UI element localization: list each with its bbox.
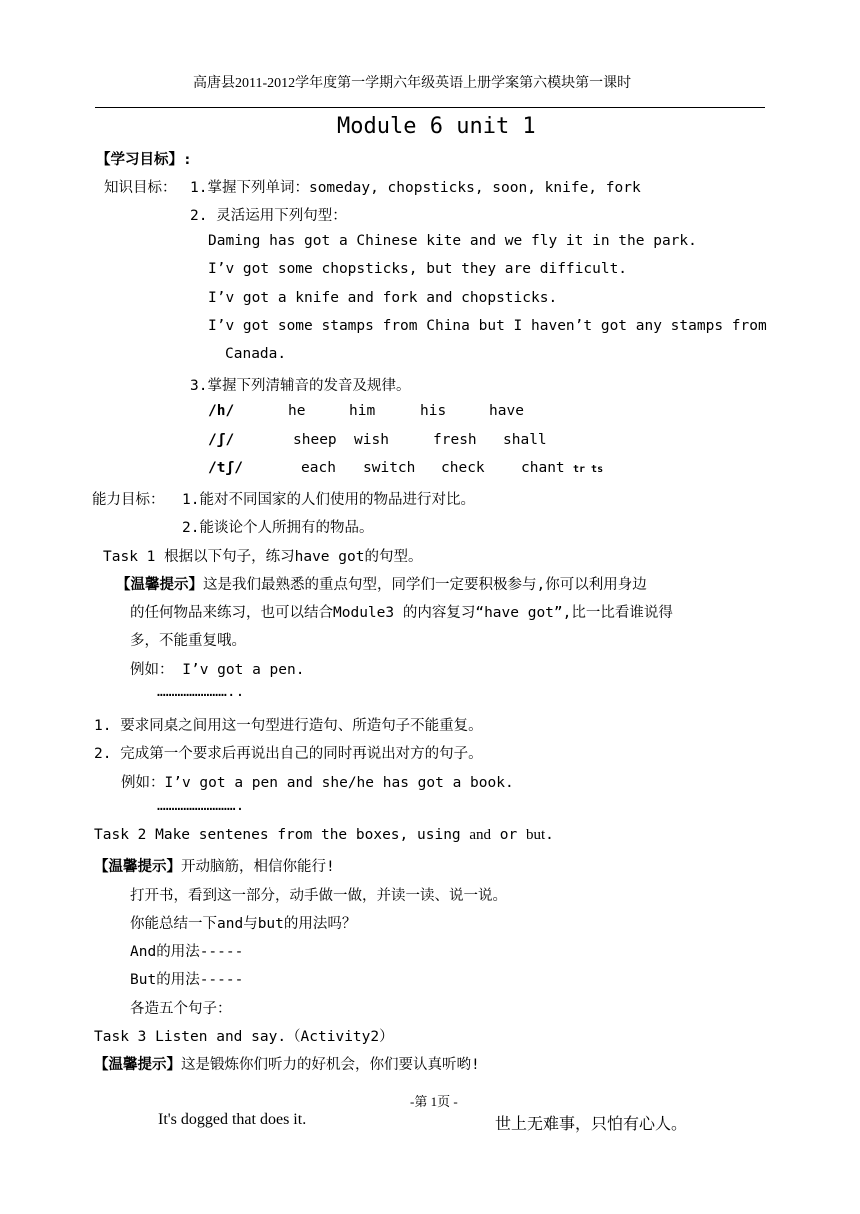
task2-tip-label: 【温馨提示】	[94, 859, 181, 875]
proverb-en: It's dogged that does it.	[158, 1111, 307, 1128]
task1-tip-label: 【温馨提示】	[116, 577, 203, 593]
task2-line-1: 打开书，看到这一部分，动手做一做，并读一读、说一说。	[130, 888, 507, 904]
task2-dot: .	[545, 827, 554, 843]
phonic-symbol-h: /h/	[208, 403, 235, 419]
task1-tip-line-1: 这是我们最熟悉的重点句型，同学们一定要积极参与,你可以利用身边	[203, 577, 647, 593]
task2-but: but	[525, 827, 546, 843]
phonic-word: his	[420, 403, 447, 419]
ability-item-1: 1.能对不同国家的人们使用的物品进行对比。	[182, 492, 475, 508]
ability-label: 能力目标：	[92, 492, 165, 508]
task1-req-2: 2. 完成第一个要求后再说出自己的同时再说出对方的句子。	[94, 746, 483, 762]
sentence-2: I’v got some chopsticks, but they are difficult.	[208, 261, 628, 277]
page-title: Module 6 unit 1	[337, 114, 536, 139]
phonic-word: switch	[363, 460, 416, 476]
task3-title: Task 3 Listen and say.（Activity2）	[94, 1029, 394, 1045]
task2-title-text: Task 2 Make sentenes from the boxes, using	[94, 827, 470, 843]
task2-and: and	[469, 827, 492, 843]
task2-line-3: And的用法-----	[130, 944, 244, 960]
task1-title: Task 1 根据以下句子，练习have got的句型。	[103, 549, 423, 565]
phonic-word: chant	[521, 460, 565, 476]
task2-line-2: 你能总结一下and与but的用法吗？	[130, 916, 357, 932]
phonic-symbol-sh: /ʃ/	[208, 432, 235, 448]
phonic-word: each	[301, 460, 336, 476]
phonic-word: check	[441, 460, 485, 476]
phonic-word: him	[349, 403, 376, 419]
page-number: -第 1页 -	[410, 1094, 458, 1109]
task2-line-4: But的用法-----	[130, 972, 244, 988]
task1-example-1: 例如： I’v got a pen.	[130, 662, 305, 678]
sentence-4-cont: Canada.	[225, 346, 287, 362]
page-header: 高唐县2011-2012学年度第一学期六年级英语上册学案第六模块第一课时	[193, 76, 632, 91]
sentence-4: I’v got some stamps from China but I haven’t got any stamps from	[208, 318, 767, 334]
phonic-word: sheep	[293, 432, 337, 448]
task2-title	[94, 827, 554, 844]
ability-item-2: 2.能谈论个人所拥有的物品。	[182, 520, 374, 536]
proverb-zh: 世上无难事，只怕有心人。	[495, 1116, 688, 1133]
task3-tip: 这是锻炼你们听力的好机会，你们要认真听哟!	[181, 1057, 480, 1073]
phonic-extra: tr ts	[573, 464, 604, 475]
task3-tip-label: 【温馨提示】	[94, 1057, 181, 1073]
knowledge-item-1: 1.掌握下列单词：someday, chopsticks, soon, knife, fork	[190, 180, 641, 196]
phonic-word: fresh	[433, 432, 477, 448]
task1-example-2: 例如：I’v got a pen and she/he has got a book.	[121, 775, 514, 791]
goals-heading: 【学习目标】:	[96, 152, 192, 168]
phonic-symbol-ch: /tʃ/	[208, 460, 243, 476]
task1-dots-2: ……………………….	[157, 798, 245, 814]
task1-tip-line-2: 的任何物品来练习，也可以结合Module3 的内容复习“have got”,比一比看谁说得	[130, 605, 673, 621]
phonic-word: wish	[354, 432, 389, 448]
knowledge-item-2: 2. 灵活运用下列句型：	[190, 208, 347, 224]
knowledge-item-3: 3.掌握下列清辅音的发音及规律。	[190, 378, 411, 394]
phonic-word: he	[288, 403, 306, 419]
phonic-word: have	[489, 403, 524, 419]
task1-req-1: 1. 要求同桌之间用这一句型进行造句、所造句子不能重复。	[94, 718, 483, 734]
sentence-3: I’v got a knife and fork and chopsticks.	[208, 290, 558, 306]
phonic-word: shall	[503, 432, 547, 448]
task1-tip-line-3: 多，不能重复哦。	[130, 633, 246, 649]
task2-tip: 开动脑筋，相信你能行!	[181, 859, 335, 875]
task2-or: or	[491, 827, 526, 843]
task1-dots-1: ……………………..	[157, 684, 245, 700]
sentence-1: Daming has got a Chinese kite and we fly it in the park.	[208, 233, 697, 249]
header-rule	[95, 107, 765, 108]
knowledge-label: 知识目标：	[104, 180, 177, 196]
task2-line-5: 各造五个句子：	[130, 1001, 232, 1017]
